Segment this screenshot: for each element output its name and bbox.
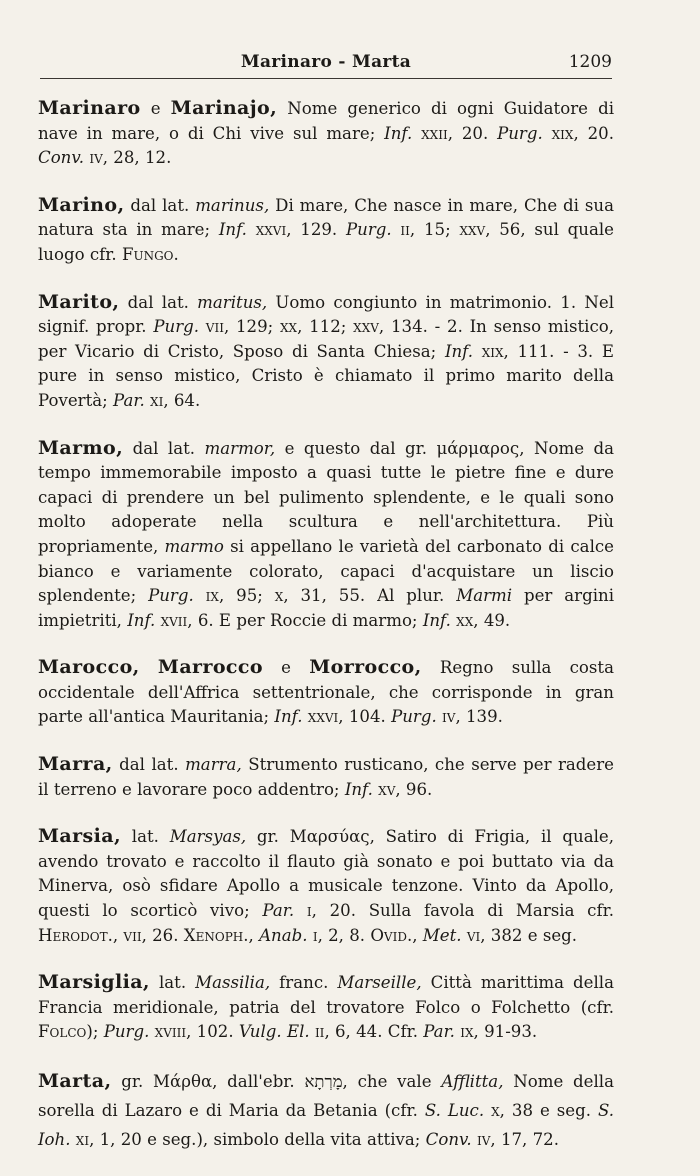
entry-marmo bbox=[38, 436, 614, 634]
headword: Marra, bbox=[38, 753, 113, 776]
small-caps-text: ix bbox=[454, 1022, 474, 1042]
entry-text: , 91-93. bbox=[473, 1022, 538, 1042]
entry-marocco bbox=[38, 655, 614, 730]
italic-text: Purg. bbox=[148, 586, 194, 606]
entry-marsiglia bbox=[38, 970, 614, 1045]
page-header bbox=[40, 52, 612, 76]
entry-text: , 95; bbox=[218, 586, 275, 606]
entry-text: per argini impietriti, bbox=[38, 586, 615, 630]
entry-text: , 20. Sulla favola di Marsia cfr. bbox=[311, 901, 614, 921]
entry-text: Nome generico di ogni Guidatore di nave in mare, o di Chi vive sul mare; bbox=[38, 99, 615, 143]
headword: Marino, bbox=[38, 193, 125, 216]
italic-text: Inf. bbox=[384, 123, 413, 143]
entry-text: lat. bbox=[121, 827, 170, 847]
entry-marsia bbox=[38, 824, 614, 948]
page-number: 1209 bbox=[568, 52, 612, 72]
small-caps-text: ix bbox=[193, 586, 219, 606]
entry-text: , 2, 8. bbox=[317, 925, 371, 945]
italic-text: marinus, bbox=[195, 195, 270, 215]
entry-text: , 15; bbox=[409, 220, 460, 240]
italic-text: Inf. bbox=[444, 341, 474, 361]
small-caps-text: iv bbox=[84, 148, 103, 168]
italic-text: marmor, bbox=[204, 438, 276, 458]
italic-text: maritus, bbox=[197, 292, 268, 312]
small-caps-text: ii bbox=[391, 220, 410, 240]
italic-text: Par. bbox=[262, 901, 295, 921]
entry-text: , 104. bbox=[338, 707, 392, 727]
headword: Marocco, bbox=[38, 656, 140, 679]
entry-text: Uomo congiunto in matrimonio. 1. Nel signif. propr. bbox=[38, 292, 614, 337]
entry-text: , 20. bbox=[573, 123, 614, 143]
entry-text: , 382 e seg. bbox=[480, 925, 578, 945]
small-caps-text: xxvi bbox=[302, 707, 339, 727]
italic-text: S. Ioh. bbox=[38, 1101, 614, 1149]
headword: Marito, bbox=[38, 290, 120, 313]
entry-text: , 28, 12. bbox=[102, 148, 172, 168]
italic-text: Inf. bbox=[127, 610, 156, 630]
entry-text: , bbox=[248, 925, 260, 945]
small-caps-text: vii bbox=[199, 317, 224, 337]
small-caps-text: xxii bbox=[412, 123, 448, 143]
entry-text: , 6. E per Roccie di marmo; bbox=[187, 610, 423, 630]
entry-text: Nome della sorella di Lazaro e di Maria da Betania (cfr. bbox=[38, 1072, 615, 1120]
italic-text: Conv. bbox=[425, 1130, 472, 1149]
small-caps-text: xix bbox=[473, 341, 504, 361]
entry-text: , 112; bbox=[297, 317, 354, 337]
italic-text: Par. bbox=[113, 390, 145, 410]
small-caps-text: xi bbox=[70, 1130, 90, 1149]
small-caps-text: ii bbox=[309, 1022, 325, 1042]
italic-text: marra, bbox=[185, 755, 242, 775]
entry-text: e questo dal gr. μάρμαρος, Nome da tempo immemorabile imposto a quasi tutte le pietre fine e dure capaci di prendere un bel pulimento splendente, e le quali sono molto adoperate nella scultura e nell'architettura. Più propriamente, bbox=[38, 438, 614, 556]
small-caps-text: xviii bbox=[149, 1022, 187, 1042]
small-caps-text: iv bbox=[436, 707, 456, 727]
small-caps-text: iv bbox=[471, 1130, 491, 1149]
small-caps-text: x bbox=[274, 586, 284, 606]
entry-text: Strumento rusticano, che serve per radere il terreno e lavorare poco addentro; bbox=[38, 755, 614, 799]
small-caps-text: vii bbox=[123, 925, 142, 945]
small-caps-text: vi bbox=[461, 925, 481, 945]
headword: Marsiglia, bbox=[38, 971, 150, 994]
entry-text: , 6, 44. Cfr. bbox=[324, 1022, 424, 1042]
entry-text: lat. bbox=[149, 973, 196, 993]
entry-text: , 129. bbox=[286, 220, 346, 240]
headword: Marinajo, bbox=[170, 97, 278, 119]
entry-text: , 20. bbox=[447, 123, 498, 143]
small-caps-text: xvii bbox=[155, 610, 188, 630]
headword: Marinaro bbox=[38, 97, 141, 119]
entry-text: , bbox=[412, 925, 423, 945]
small-caps-text: i bbox=[307, 925, 318, 945]
header-rule bbox=[40, 78, 612, 79]
entries-list bbox=[38, 96, 614, 1176]
italic-text: Conv. bbox=[38, 148, 85, 168]
running-head: Marinaro - Marta bbox=[240, 52, 412, 72]
entry-text: , 56, sul quale luogo cfr. bbox=[38, 220, 615, 264]
small-caps-text: i bbox=[294, 901, 312, 921]
entry-text: , 17, 72. bbox=[490, 1130, 559, 1149]
entry-marta bbox=[38, 1067, 614, 1154]
italic-text: Inf. bbox=[422, 610, 451, 630]
entry-text: dal lat. bbox=[123, 438, 205, 458]
entry-text: e bbox=[140, 99, 171, 118]
small-caps-text: xx bbox=[280, 317, 298, 337]
entry-text: , 129; bbox=[223, 317, 280, 337]
small-caps-text: x bbox=[484, 1101, 500, 1120]
entry-text: , 26. bbox=[141, 925, 184, 945]
entry-text: , 31, 55. Al plur. bbox=[283, 586, 457, 606]
small-caps-text: xxv bbox=[353, 317, 379, 337]
italic-text: Inf. bbox=[344, 779, 373, 799]
entry-marino bbox=[38, 193, 614, 268]
entry-text: , 96. bbox=[395, 779, 433, 799]
italic-text: Par. bbox=[423, 1022, 455, 1042]
entry-text: dal lat. bbox=[119, 292, 198, 312]
entry-text: Città marittima della Francia meridionale, patria del trovatore Folco o Folchetto (cfr. bbox=[38, 973, 614, 1017]
small-caps-text: Ovid. bbox=[370, 925, 413, 945]
entry-text: , 1, 20 e seg.), simbolo della vita attiva; bbox=[89, 1130, 426, 1149]
entry-text: , 64. bbox=[163, 390, 201, 410]
small-caps-text: xi bbox=[144, 390, 164, 410]
italic-text: marmo bbox=[164, 536, 224, 556]
headword: Morrocco, bbox=[309, 656, 422, 679]
italic-text: Afflitta, bbox=[441, 1072, 504, 1091]
small-caps-text: Folco bbox=[38, 1022, 87, 1042]
entry-text: , 139. bbox=[455, 707, 503, 727]
headword: Marsia, bbox=[38, 825, 121, 848]
italic-text: Massilia, bbox=[195, 973, 271, 993]
italic-text: Marmi bbox=[456, 586, 513, 606]
headword: Marta, bbox=[38, 1070, 112, 1092]
entry-text: , bbox=[112, 925, 124, 945]
entry-marito bbox=[38, 290, 614, 414]
entry-text: , 111. - 3. E pure in senso mistico, Cristo è chiamato il primo marito della Povertà; bbox=[38, 341, 614, 410]
headword: Marrocco bbox=[157, 656, 263, 679]
entry-marra bbox=[38, 752, 614, 802]
italic-text: S. Luc. bbox=[424, 1101, 485, 1120]
entry-text: , 49. bbox=[473, 610, 511, 630]
entry-text: franc. bbox=[270, 973, 338, 993]
entry-text: , 134. - 2. In senso mistico, per Vicario di Cristo, Sposo di Santa Chiesa; bbox=[38, 317, 614, 361]
italic-text: Purg. bbox=[391, 707, 437, 727]
entry-text: e bbox=[262, 658, 310, 678]
italic-text: Anab. bbox=[259, 925, 308, 945]
entry-text: ); bbox=[86, 1022, 104, 1042]
small-caps-text: xxv bbox=[459, 220, 486, 240]
italic-text: Purg. bbox=[153, 317, 200, 337]
entry-text: gr. Μάρθα, dall'ebr. מָרְתָא, che vale bbox=[111, 1072, 442, 1091]
entry-text: Regno sulla costa occidentale dell'Affrica settentrionale, che corrisponde in gran parte all'antica Mauritania; bbox=[38, 658, 614, 727]
italic-text: Purg. bbox=[497, 123, 543, 143]
small-caps-text: xv bbox=[372, 779, 396, 799]
italic-text: Marsyas, bbox=[169, 827, 247, 847]
italic-text: Vulg. El. bbox=[238, 1022, 310, 1042]
small-caps-text: xxvi bbox=[246, 220, 287, 240]
italic-text: Inf. bbox=[218, 220, 247, 240]
entry-text: dal lat. bbox=[124, 195, 196, 215]
italic-text: Met. bbox=[422, 925, 462, 945]
entry-text bbox=[140, 658, 158, 677]
entry-text: , 38 e seg. bbox=[499, 1101, 598, 1120]
italic-text: Marseille, bbox=[337, 973, 422, 993]
small-caps-text: xx bbox=[450, 610, 474, 630]
entry-text: , 102. bbox=[186, 1022, 239, 1042]
entry-text: . bbox=[173, 244, 179, 264]
small-caps-text: Fungo bbox=[121, 244, 174, 264]
italic-text: Inf. bbox=[274, 707, 303, 727]
headword: Marmo, bbox=[38, 436, 124, 459]
small-caps-text: Xenoph. bbox=[183, 925, 249, 945]
italic-text: Purg. bbox=[103, 1022, 150, 1042]
italic-text: Purg. bbox=[345, 220, 392, 240]
entry-marinaro bbox=[38, 96, 614, 171]
small-caps-text: xix bbox=[542, 123, 574, 143]
entry-text: Di mare, Che nasce in mare, Che di sua natura sta in mare; bbox=[38, 195, 614, 240]
entry-text: gr. Μαρσύας, Satiro di Frigia, il quale, avendo trovato e raccolto il flauto già sonato e poi buttato via da Minerva, osò sfidare Apollo a musicale tenzone. Vinto da Apollo, questi lo scorticò vivo; bbox=[38, 827, 614, 921]
entry-text: dal lat. bbox=[112, 755, 186, 775]
entry-text: si appellano le varietà del carbonato di calce bianco e variamente colorato, capaci d'acquistare un liscio splendente; bbox=[38, 536, 614, 606]
small-caps-text: Herodot. bbox=[38, 925, 113, 945]
